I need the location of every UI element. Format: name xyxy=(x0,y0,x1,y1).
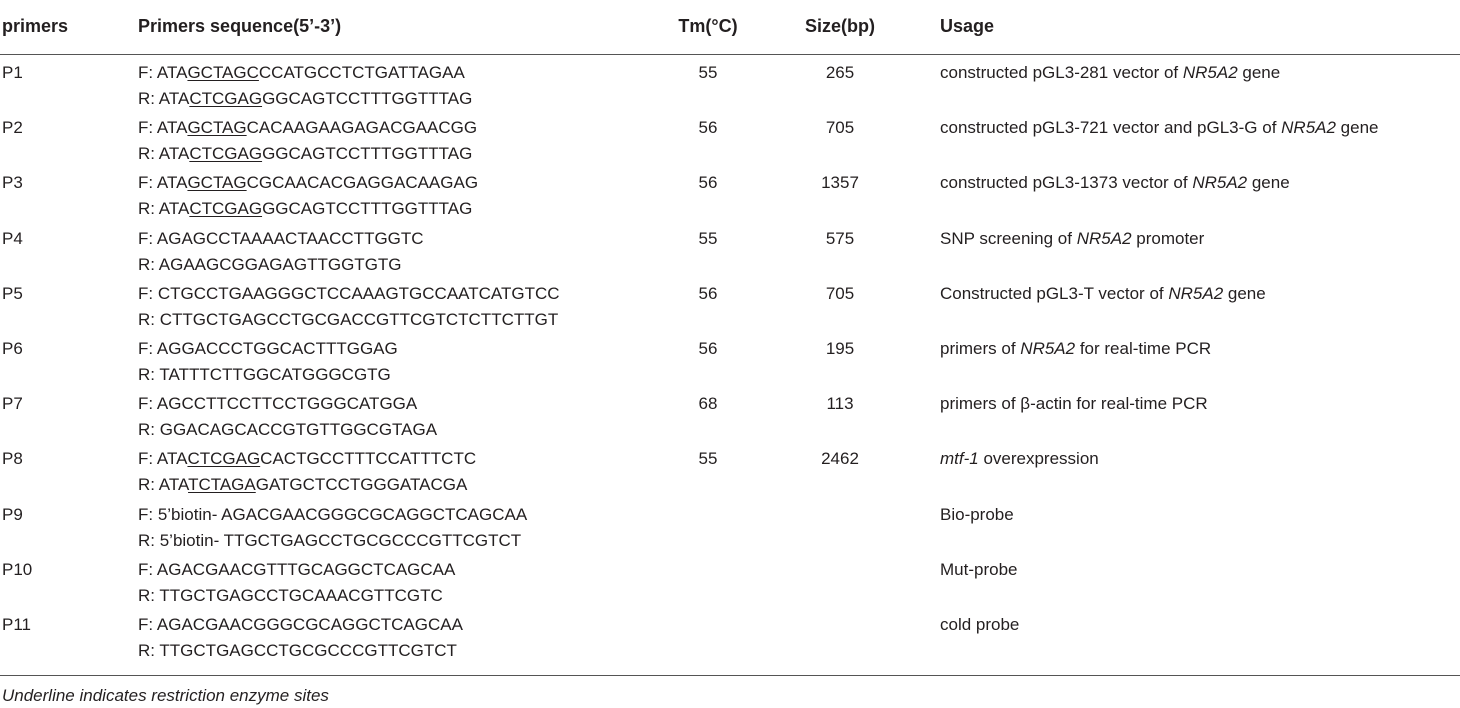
gene-name: mtf-1 xyxy=(940,449,979,469)
reverse-sequence xyxy=(138,199,472,219)
seq-prefix: F: ATA xyxy=(138,173,188,193)
primer-id: P9 xyxy=(2,504,23,524)
forward-sequence: F: AGAGCCTAAAACTAACCTTGGTC xyxy=(138,228,424,248)
seq-suffix: GGCAGTCCTTTGGTTTAG xyxy=(262,144,473,164)
size-cell: 1357 xyxy=(821,173,859,193)
header-sequence: Primers sequence(5’-3’) xyxy=(138,16,342,36)
reverse-sequence xyxy=(138,475,467,495)
usage-text: gene xyxy=(1223,283,1266,303)
forward-sequence: F: 5’biotin- AGACGAACGGGCGCAGGCTCAGCAA xyxy=(138,504,528,524)
usage-cell: Mut-probe xyxy=(940,559,1018,579)
gene-name: NR5A2 xyxy=(1076,228,1132,248)
forward-sequence xyxy=(138,449,476,469)
usage-text: promoter xyxy=(1131,228,1205,248)
restriction-site: GCTAG xyxy=(187,173,247,193)
table-row xyxy=(0,386,1460,441)
forward-sequence xyxy=(138,63,465,83)
forward-sequence: F: AGCCTTCCTTCCTGGGCATGGA xyxy=(138,394,418,414)
table-row xyxy=(0,552,1460,607)
seq-suffix: GGCAGTCCTTTGGTTTAG xyxy=(262,89,473,108)
seq-suffix: CACAAGAAGAGACGAACGG xyxy=(246,118,478,138)
primer-id: P8 xyxy=(2,449,23,469)
header-primers: primers xyxy=(2,16,69,36)
primer-id: P6 xyxy=(2,338,23,358)
usage-cell: Bio-probe xyxy=(940,504,1014,524)
tm-cell: 56 xyxy=(698,338,718,358)
gene-name: NR5A2 xyxy=(1192,173,1248,193)
usage-text: overexpression xyxy=(978,449,1099,469)
primer-id: P4 xyxy=(2,228,23,248)
primer-id: P3 xyxy=(2,173,23,193)
usage-cell xyxy=(940,118,1379,138)
restriction-site: GCTAGC xyxy=(187,63,259,82)
primer-id: P5 xyxy=(2,283,23,303)
reverse-sequence xyxy=(138,144,472,164)
seq-suffix: GGCAGTCCTTTGGTTTAG xyxy=(262,199,473,219)
table-body xyxy=(0,55,1460,662)
seq-prefix: R: ATA xyxy=(138,475,189,495)
usage-cell xyxy=(940,449,1099,469)
usage-cell xyxy=(940,229,1204,249)
table-bottom-rule xyxy=(0,675,1460,676)
reverse-sequence: R: 5’biotin- TTGCTGAGCCTGCGCCCGTTCGTCT xyxy=(138,530,522,550)
table-row xyxy=(0,55,1460,110)
reverse-sequence: R: TATTTCTTGGCATGGGCGTG xyxy=(138,364,391,384)
tm-cell: 56 xyxy=(698,173,718,193)
primer-id: P1 xyxy=(2,63,23,82)
size-cell: 195 xyxy=(825,338,855,358)
usage-text: Constructed pGL3-T vector of xyxy=(940,283,1169,303)
gene-name: NR5A2 xyxy=(1168,283,1224,303)
forward-sequence: F: CTGCCTGAAGGGCTCCAAAGTGCCAATCATGTCC xyxy=(138,283,560,303)
size-cell: 705 xyxy=(825,283,855,303)
usage-text: gene xyxy=(1335,118,1379,138)
seq-prefix: R: ATA xyxy=(138,144,190,164)
gene-name: NR5A2 xyxy=(1281,118,1336,138)
seq-prefix: F: ATA xyxy=(138,63,188,82)
reverse-sequence: R: CTTGCTGAGCCTGCGACCGTTCGTCTCTTCTTGT xyxy=(138,309,559,329)
primer-id: P2 xyxy=(2,118,23,138)
restriction-site: CTCGAG xyxy=(187,449,261,469)
seq-suffix: CCATGCCTCTGATTAGAA xyxy=(258,63,465,82)
table-row xyxy=(0,607,1460,662)
tm-cell: 55 xyxy=(698,449,718,469)
seq-prefix: F: ATA xyxy=(138,449,188,469)
tm-cell: 56 xyxy=(698,283,718,303)
usage-text: constructed pGL3-1373 vector of xyxy=(940,173,1193,193)
usage-text: gene xyxy=(1237,63,1281,82)
restriction-site: CTCGAG xyxy=(189,144,263,164)
forward-sequence: F: AGACGAACGGGCGCAGGCTCAGCAA xyxy=(138,614,463,634)
seq-prefix: R: ATA xyxy=(138,199,190,219)
primer-id: P7 xyxy=(2,394,23,414)
primer-id: P11 xyxy=(2,614,31,634)
usage-text: constructed pGL3-721 vector and pGL3-G of xyxy=(940,118,1282,138)
forward-sequence: F: AGACGAACGTTTGCAGGCTCAGCAA xyxy=(138,559,456,579)
usage-cell: cold probe xyxy=(940,614,1020,634)
restriction-site: GCTAG xyxy=(187,118,247,138)
usage-text: gene xyxy=(1247,173,1290,193)
tm-cell: 55 xyxy=(698,228,718,248)
tm-cell: 68 xyxy=(698,394,718,414)
table-footnote: Underline indicates restriction enzyme sites xyxy=(2,686,329,705)
reverse-sequence: R: TTGCTGAGCCTGCGCCCGTTCGTCT xyxy=(138,640,457,660)
usage-cell xyxy=(940,63,1280,83)
size-cell: 265 xyxy=(825,63,855,82)
table-row xyxy=(0,441,1460,496)
table-row xyxy=(0,165,1460,220)
usage-cell xyxy=(940,339,1211,359)
seq-suffix: CACTGCCTTTCCATTTCTC xyxy=(260,449,477,469)
size-cell: 705 xyxy=(825,118,855,138)
table-header xyxy=(0,0,1460,55)
table-row xyxy=(0,497,1460,552)
seq-prefix: R: ATA xyxy=(138,89,190,108)
size-cell: 575 xyxy=(825,228,855,248)
table-row xyxy=(0,331,1460,386)
header-tm: Tm(°C) xyxy=(678,16,738,36)
usage-text: SNP screening of xyxy=(940,228,1077,248)
usage-text: primers of xyxy=(940,338,1021,358)
usage-text: constructed pGL3-281 vector of xyxy=(940,63,1183,82)
reverse-sequence xyxy=(138,89,472,109)
primer-id: P10 xyxy=(2,559,33,579)
table-row xyxy=(0,221,1460,276)
restriction-site: CTCGAG xyxy=(189,89,263,108)
restriction-site: TCTAGA xyxy=(188,475,256,495)
gene-name: NR5A2 xyxy=(1020,338,1076,358)
seq-prefix: F: ATA xyxy=(138,118,188,138)
reverse-sequence: R: TTGCTGAGCCTGCAAACGTTCGTC xyxy=(138,585,443,605)
reverse-sequence: R: AGAAGCGGAGAGTTGGTGTG xyxy=(138,254,402,274)
tm-cell: 56 xyxy=(698,118,718,138)
table-row xyxy=(0,276,1460,331)
forward-sequence: F: AGGACCCTGGCACTTTGGAG xyxy=(138,338,398,358)
usage-cell: primers of β-actin for real-time PCR xyxy=(940,394,1208,414)
usage-cell xyxy=(940,284,1266,304)
usage-text: for real-time PCR xyxy=(1075,338,1212,358)
tm-cell: 55 xyxy=(698,63,718,82)
size-cell: 113 xyxy=(826,394,854,414)
size-cell: 2462 xyxy=(821,449,859,469)
header-usage: Usage xyxy=(940,16,995,36)
table-row xyxy=(0,110,1460,165)
reverse-sequence: R: GGACAGCACCGTGTTGGCGTAGA xyxy=(138,420,438,440)
forward-sequence xyxy=(138,173,478,193)
gene-name: NR5A2 xyxy=(1182,63,1238,82)
restriction-site: CTCGAG xyxy=(189,199,263,219)
seq-suffix: CGCAACACGAGGACAAGAG xyxy=(246,173,479,193)
forward-sequence xyxy=(138,118,477,138)
usage-cell xyxy=(940,173,1290,193)
seq-suffix: GATGCTCCTGGGATACGA xyxy=(255,475,468,495)
header-size: Size(bp) xyxy=(805,16,875,36)
